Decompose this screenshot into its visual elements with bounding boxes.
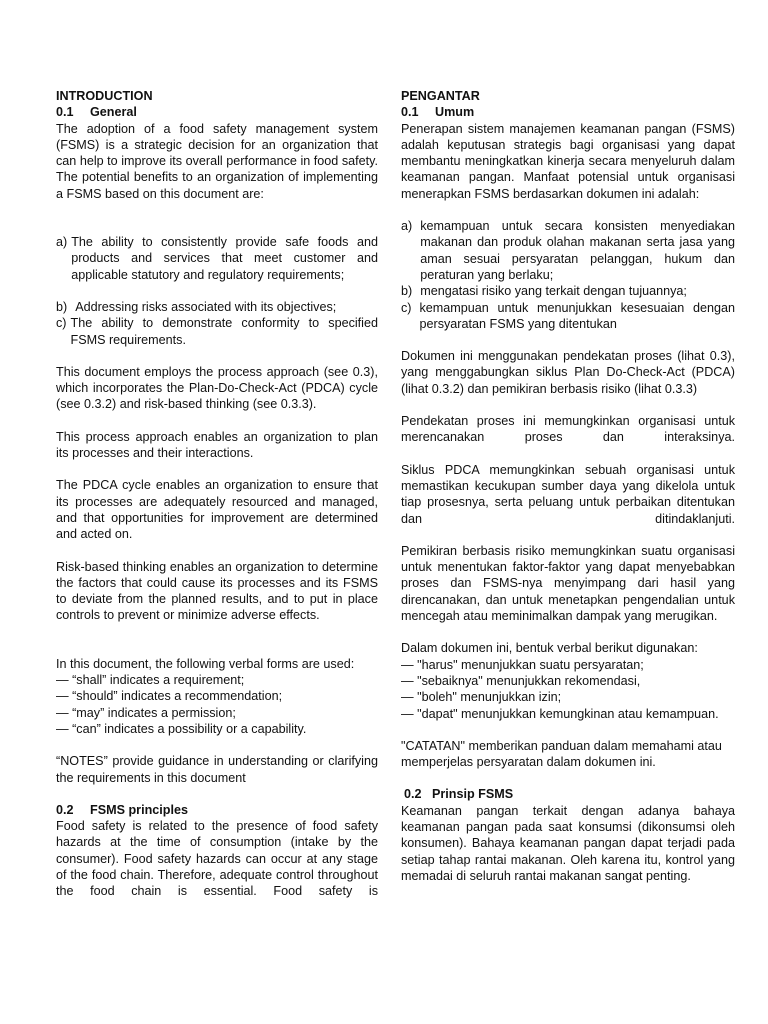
verbal-form-item: — "boleh" menunjukkan izin; bbox=[401, 690, 562, 705]
pdca-paragraph: The PDCA cycle enables an organization to ensure that its processes are adequately resourced and managed, and that opportunities for improvement are determined and acted on. bbox=[56, 478, 378, 542]
list-item: c) kemampuan untuk menunjukkan kesesuaian dengan persyaratan FSMS yang ditentukan bbox=[401, 300, 735, 331]
section-number: 0.1 bbox=[401, 105, 419, 120]
section-0-2-heading bbox=[56, 802, 378, 818]
section-title: General bbox=[90, 105, 137, 120]
section-title: FSMS principles bbox=[90, 802, 188, 817]
introduction-heading: INTRODUCTION bbox=[56, 89, 153, 103]
verbal-forms-intro: Dalam dokumen ini, bentuk verbal berikut digunakan: bbox=[401, 641, 698, 656]
section-title: Prinsip FSMS bbox=[432, 787, 514, 802]
section-number: 0.2 bbox=[404, 787, 422, 802]
verbal-form-item: — “can” indicates a possibility or a capability. bbox=[56, 721, 307, 736]
notes-paragraph: "CATATAN" memberikan panduan dalam memahami atau memperjelas persyaratan dalam dokumen ini. bbox=[401, 738, 722, 770]
list-item: a) The ability to consistently provide safe foods and products and services that meet customer and applicable statutory and regulatory requirements; bbox=[56, 235, 378, 282]
notes-paragraph: “NOTES” provide guidance in understanding or clarifying the requirements in this document bbox=[56, 754, 378, 785]
section-0-1-heading bbox=[56, 104, 378, 120]
fsms-principles-paragraph: Keamanan pangan terkait dengan adanya bahaya keamanan pangan pada saat konsumsi (dikonsumsi oleh konsumen). Bahaya keamanan pangan dapat terjadi pada setiap tahap rantai makanan. Oleh karena itu, kontrol yang memadai di seluruh rantai makanan sangat penting. bbox=[401, 803, 735, 883]
pdca-paragraph: Siklus PDCA memungkinkan sebuah organisasi untuk memastikan kecukupan sumber daya yang dikelola untuk tiap prosesnya, serta peluang untuk perbaikan ditentukan dan ditindaklanjuti. bbox=[401, 462, 735, 526]
list-item: a) kemampuan untuk secara konsisten menyediakan makanan dan produk olahan makanan serta jasa yang aman sesuai persyaratan pelanggan, hukum dan peraturan yang berlaku; bbox=[401, 219, 735, 282]
process-planning-paragraph: This process approach enables an organization to plan its processes and their interactions. bbox=[56, 429, 378, 461]
verbal-form-item: — "dapat" menunjukkan kemungkinan atau kemampuan. bbox=[401, 706, 719, 721]
process-planning-paragraph: Pendekatan proses ini memungkinkan organisasi untuk merencanakan proses dan interaksinya. bbox=[401, 414, 735, 445]
verbal-form-item: — “shall” indicates a requirement; bbox=[56, 673, 245, 688]
process-approach-paragraph: This document employs the process approach (see 0.3), which incorporates the Plan-Do-Check-Act (PDCA) cycle (see 0.3.2) and risk-based thinking (see 0.3.3). bbox=[56, 364, 378, 412]
intro-paragraph: Penerapan sistem manajemen keamanan pangan (FSMS) adalah keputusan strategis bagi organisasi yang dapat membantu meningkatkan kinerja secara menyeluruh dalam keamanan pangan. Manfaat potensial untuk organisasi menerapkan FSMS berdasarkan dokumen ini adalah: bbox=[401, 121, 735, 201]
verbal-form-item: — "sebaiknya" menunjukkan rekomendasi, bbox=[401, 673, 641, 688]
verbal-form-item: — “should” indicates a recommendation; bbox=[56, 689, 283, 704]
pengantar-heading: PENGANTAR bbox=[401, 89, 480, 103]
intro-paragraph: The adoption of a food safety management system (FSMS) is a strategic decision for an organization that can help to improve its overall performance in food safety. The potential benefits to an organization of implementing a FSMS based on this document are: bbox=[56, 121, 378, 201]
fsms-principles-paragraph: Food safety is related to the presence of food safety hazards at the time of consumption (intake by the consumer). Food safety hazards can occur at any stage of the food chain. Therefore, adequate control throughout the food chain is essential. Food safety is bbox=[56, 819, 378, 899]
section-number: 0.1 bbox=[56, 105, 74, 120]
section-title: Umum bbox=[435, 105, 475, 120]
section-0-1-heading bbox=[401, 104, 735, 120]
list-item: b) mengatasi risiko yang terkait dengan tujuannya; bbox=[401, 284, 687, 299]
verbal-form-item: — “may” indicates a permission; bbox=[56, 705, 236, 720]
risk-thinking-paragraph: Pemikiran berbasis risiko memungkinkan suatu organisasi untuk menentukan faktor-faktor yang dapat menyebabkan proses dan FSMS-nya menyimpang dari hasil yang direncanakan, dan untuk menetapkan pengendalian untuk mencegah atau meminimalkan dampak yang merugikan. bbox=[401, 543, 735, 624]
indonesian-column bbox=[401, 88, 735, 884]
section-number: 0.2 bbox=[56, 802, 74, 817]
verbal-forms-intro: In this document, the following verbal forms are used: bbox=[56, 656, 355, 671]
verbal-form-item: — "harus" menunjukkan suatu persyaratan; bbox=[401, 657, 644, 672]
process-approach-paragraph: Dokumen ini menggunakan pendekatan proses (lihat 0.3), yang menggabungkan siklus Plan Do-Check-Act (PDCA) (lihat 0.3.2) dan pemikiran berbasis risiko (lihat 0.3.3) bbox=[401, 349, 735, 396]
risk-thinking-paragraph: Risk-based thinking enables an organization to determine the factors that could cause its processes and its FSMS to deviate from the planned results, and to put in place controls to prevent or minimize adverse effects. bbox=[56, 559, 378, 623]
section-0-2-heading bbox=[401, 786, 735, 802]
english-column bbox=[56, 88, 378, 900]
list-item: b) Addressing risks associated with its objectives; bbox=[56, 299, 337, 314]
list-item: c) The ability to demonstrate conformity to specified FSMS requirements. bbox=[56, 316, 378, 347]
